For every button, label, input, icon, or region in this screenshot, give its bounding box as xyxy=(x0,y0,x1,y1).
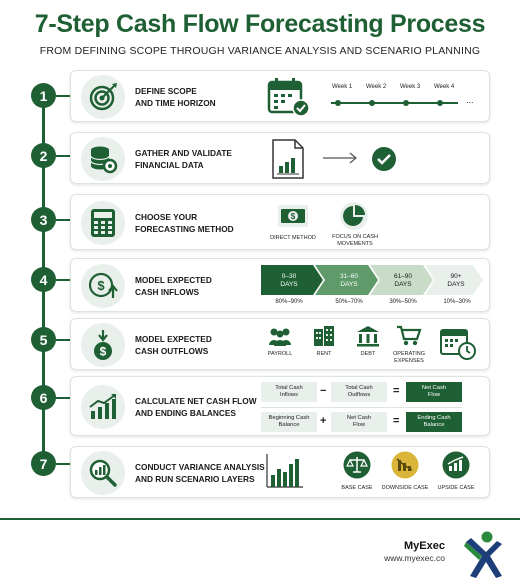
step-number: 3 xyxy=(31,207,56,232)
people-icon xyxy=(268,327,292,352)
bucket-label: 61–90 DAYS xyxy=(393,273,413,288)
bucket-percent: 30%–50% xyxy=(389,299,417,305)
calendar-clock-icon xyxy=(439,326,477,367)
step-connector xyxy=(56,219,70,221)
database-gear-icon xyxy=(81,137,125,181)
method-label: FOCUS ON CASH MOVEMENTS xyxy=(332,234,378,247)
formula-input: Beginning Cash Balance xyxy=(261,412,317,432)
formula-result: Net Cash Flow xyxy=(406,382,462,402)
bucket-label: 31–60 DAYS xyxy=(339,273,359,288)
target-icon xyxy=(81,75,125,119)
page-subtitle: FROM DEFINING SCOPE THROUGH VARIANCE ANALYSIS AND SCENARIO PLANNING xyxy=(39,45,481,57)
downside-chart-icon xyxy=(391,451,419,484)
week-timeline xyxy=(326,81,486,111)
formula-divider xyxy=(261,407,462,408)
step-title: GATHER AND VALIDATE FINANCIAL DATA xyxy=(135,148,232,170)
step-connector xyxy=(56,155,70,157)
step-connector xyxy=(56,463,70,465)
week-label: Week 4 xyxy=(434,84,455,90)
formula-operator: − xyxy=(320,385,327,397)
step-title: MODEL EXPECTED CASH OUTFLOWS xyxy=(135,334,212,356)
dollar-outflow-icon xyxy=(81,323,125,367)
week-label: Week 2 xyxy=(366,84,387,90)
step-card xyxy=(70,318,490,370)
formula-input: Total Cash Inflows xyxy=(261,382,317,402)
formula-operator: + xyxy=(320,415,327,427)
pie-chart-icon xyxy=(339,201,369,236)
step-number: 6 xyxy=(31,385,56,410)
magnifier-chart-icon xyxy=(81,451,125,495)
scales-icon xyxy=(343,451,371,484)
formula-input: Net Cash Flow xyxy=(331,412,387,432)
method-label: DIRECT METHOD xyxy=(270,235,316,241)
calculator-icon xyxy=(81,201,125,245)
arrow-right-icon xyxy=(321,151,361,170)
shopping-cart-icon xyxy=(396,325,422,352)
step-connector xyxy=(56,397,70,399)
formula-input: Total Cash Outflows xyxy=(331,382,387,402)
report-document-icon xyxy=(271,138,305,185)
outflow-label: RENT xyxy=(316,351,332,357)
scenario-label: UPSIDE CASE xyxy=(437,485,475,491)
page-title: 7-Step Cash Flow Forecasting Process xyxy=(34,10,486,38)
svg-text:$: $ xyxy=(99,344,107,359)
step-card xyxy=(70,258,490,312)
bucket-label: 0–30 DAYS xyxy=(280,273,298,288)
step-card xyxy=(70,446,490,498)
step-number: 5 xyxy=(31,327,56,352)
step-card xyxy=(70,194,490,250)
svg-text:$: $ xyxy=(97,278,105,293)
formula-result: Ending Cash Balance xyxy=(406,412,462,432)
bucket-percent: 80%–90% xyxy=(275,299,303,305)
step-title: DEFINE SCOPE AND TIME HORIZON xyxy=(135,86,216,108)
step-card xyxy=(70,70,490,122)
step-title: CALCULATE NET CASH FLOW AND ENDING BALANCES xyxy=(135,396,257,418)
step-number: 7 xyxy=(31,451,56,476)
outflow-label: DEBT xyxy=(360,351,376,357)
bank-icon xyxy=(356,325,380,352)
cash-note-icon xyxy=(277,204,309,233)
step-card xyxy=(70,376,490,436)
formula-operator: = xyxy=(393,415,400,427)
step-connector xyxy=(56,95,70,97)
week-more: ... xyxy=(466,95,474,105)
week-label: Week 3 xyxy=(400,84,421,90)
step-number: 4 xyxy=(31,267,56,292)
brand-name: MyExec xyxy=(404,540,445,552)
upside-chart-icon xyxy=(442,451,470,484)
bucket-percent: 10%–30% xyxy=(443,299,471,305)
building-icon xyxy=(312,325,336,352)
growth-chart-icon xyxy=(81,385,125,429)
svg-text:$: $ xyxy=(290,212,296,221)
bucket-label: 90+ DAYS xyxy=(447,273,465,288)
outflow-label: PAYROLL xyxy=(267,351,293,357)
step-number: 1 xyxy=(31,83,56,108)
bucket-percent: 50%–70% xyxy=(335,299,363,305)
scenario-label: BASE CASE xyxy=(341,485,373,491)
step-number: 2 xyxy=(31,143,56,168)
step-connector xyxy=(56,339,70,341)
step-title: CHOOSE YOUR FORECASTING METHOD xyxy=(135,212,234,234)
step-card xyxy=(70,132,490,184)
dollar-inflow-icon xyxy=(81,264,125,308)
brand-url[interactable]: www.myexec.co xyxy=(384,553,445,563)
scenario-label: DOWNSIDE CASE xyxy=(381,485,429,491)
footer-divider xyxy=(0,518,520,520)
calendar-check-icon xyxy=(267,77,311,122)
week-label: Week 1 xyxy=(332,84,353,90)
step-connector xyxy=(56,279,70,281)
check-circle-icon xyxy=(371,146,397,177)
bar-chart-icon xyxy=(265,453,305,494)
myexec-logo-icon xyxy=(460,530,508,580)
step-title: MODEL EXPECTED CASH INFLOWS xyxy=(135,275,212,297)
step-title: CONDUCT VARIANCE ANALYSIS AND RUN SCENARIO LAYERS xyxy=(135,462,265,484)
outflow-label: OPERATING EXPENSES xyxy=(393,351,425,364)
formula-operator: = xyxy=(393,385,400,397)
